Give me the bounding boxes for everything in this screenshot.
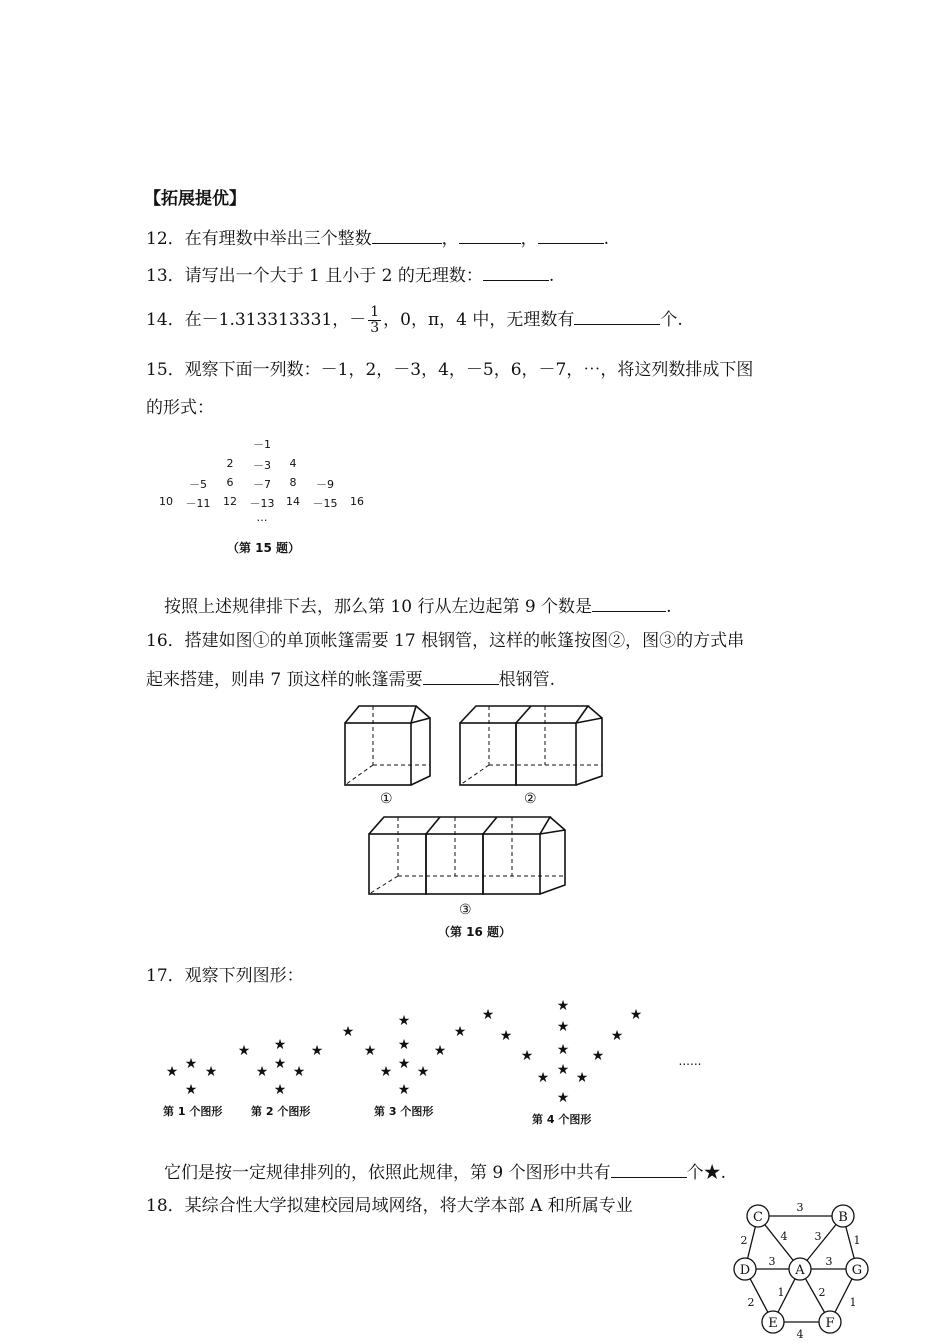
tri-cell: －7 — [253, 478, 271, 491]
star-icon: ★ — [379, 1064, 393, 1080]
star-icon: ★ — [363, 1043, 377, 1059]
q15-end: . — [666, 597, 672, 617]
fig-caption-4: 第 4 个图形 — [532, 1113, 592, 1126]
edge-weight: 2 — [747, 1296, 755, 1309]
q14-mid: ，0，π，4 中，无理数有 — [383, 310, 575, 330]
tri-cell: －5 — [189, 478, 207, 491]
star-icon: ★ — [556, 1062, 570, 1078]
q14-end: 个. — [660, 310, 683, 330]
star-icon: ★ — [397, 1013, 411, 1029]
star-icon: ★ — [273, 1037, 287, 1053]
q14-prefix: 14．在－1.313313331，－ — [146, 310, 367, 330]
node-label-d: D — [739, 1263, 751, 1278]
tent-label-1: ① — [380, 791, 393, 807]
star-icon: ★ — [433, 1043, 447, 1059]
tri-cell: －15 — [312, 497, 338, 510]
tri-cell: 10 — [159, 495, 173, 508]
edge-weight: 3 — [796, 1201, 804, 1214]
edge-weight: 4 — [796, 1328, 804, 1341]
star-icon: ★ — [610, 1028, 624, 1044]
star-icon: ★ — [499, 1028, 513, 1044]
edge-weight: 3 — [825, 1255, 833, 1268]
fig-caption-3: 第 3 个图形 — [374, 1105, 434, 1118]
star-icon: ★ — [416, 1064, 430, 1080]
question-18: 18．某综合性大学拟建校园局域网络，将大学本部 A 和所属专业 — [146, 1196, 633, 1216]
question-17: 17．观察下列图形： — [146, 966, 304, 986]
q16-line2-a: 起来搭建，则串 7 顶这样的帐篷需要 — [146, 670, 423, 690]
star-icon: ★ — [255, 1064, 269, 1080]
star-icon: ★ — [453, 1024, 467, 1040]
tri-cell: －13 — [249, 497, 275, 510]
star-icon: ★ — [556, 1090, 570, 1106]
tri-cell: 2 — [226, 457, 234, 470]
node-label-b: B — [838, 1210, 848, 1225]
star-icon: ★ — [629, 1007, 643, 1023]
node-label-g: G — [851, 1263, 863, 1278]
q16-line2-b: 根钢管. — [498, 670, 556, 690]
tri-cell: 12 — [223, 495, 237, 508]
star-icon: ★ — [204, 1064, 218, 1080]
tri-dots: … — [256, 511, 268, 524]
tri-cell: －1 — [253, 438, 271, 451]
q13-end: . — [548, 266, 555, 286]
star-icon: ★ — [184, 1056, 198, 1072]
question-16-line1: 16．搭建如图①的单顶帐篷需要 17 根钢管，这样的帐篷按图②，图③的方式串 — [146, 631, 745, 651]
tri-cell: －9 — [316, 478, 334, 491]
ellipsis: ...... — [678, 1054, 702, 1068]
q14-frac-den: 3 — [370, 320, 380, 336]
star-icon: ★ — [341, 1024, 355, 1040]
star-icon: ★ — [397, 1037, 411, 1053]
q14-frac-num: 1 — [370, 304, 380, 321]
tent-label-3: ③ — [459, 902, 472, 918]
edge-weight: 2 — [818, 1286, 826, 1299]
tri-cell: 6 — [226, 476, 234, 489]
tri-cell: －11 — [185, 497, 211, 510]
tent-label-2: ② — [524, 791, 537, 807]
star-icon: ★ — [556, 998, 570, 1014]
node-label-f: F — [825, 1316, 835, 1331]
q15-caption: （第 15 题） — [227, 541, 301, 555]
q12-end: . — [603, 229, 610, 249]
star-icon: ★ — [273, 1056, 287, 1072]
section-title: 【拓展提优】 — [144, 189, 246, 209]
q16-caption: （第 16 题） — [438, 925, 512, 939]
tri-cell: 4 — [289, 457, 297, 470]
q12-sep: ， — [520, 229, 538, 249]
node-label-c: C — [753, 1210, 763, 1225]
edge-weight: 3 — [814, 1230, 822, 1243]
edge-weight: 3 — [768, 1255, 776, 1268]
star-icon: ★ — [310, 1043, 324, 1059]
q15-question: 按照上述规律排下去，那么第 10 行从左边起第 9 个数是 — [164, 597, 593, 617]
tri-cell: 14 — [286, 495, 300, 508]
question-15-line1: 15．观察下面一列数：－1，2，－3，4，－5，6，－7，⋯，将这列数排成下图 — [146, 360, 754, 380]
q12-sep: ， — [441, 229, 459, 249]
star-icon: ★ — [184, 1082, 198, 1098]
edge-weight: 1 — [777, 1286, 785, 1299]
edge-weight: 1 — [853, 1234, 861, 1247]
question-15-line2: 的形式： — [146, 398, 214, 418]
tri-cell: －3 — [253, 459, 271, 472]
fig-caption-2: 第 2 个图形 — [251, 1105, 311, 1118]
star-icon: ★ — [536, 1070, 550, 1086]
star-icon: ★ — [575, 1070, 589, 1086]
node-label-a: A — [795, 1263, 805, 1278]
q17-question-a: 它们是按一定规律排列的，依照此规律，第 9 个图形中共有 — [164, 1163, 611, 1183]
edge-weight: 4 — [780, 1230, 788, 1243]
star-icon: ★ — [237, 1043, 251, 1059]
star-icon: ★ — [273, 1082, 287, 1098]
fig-caption-1: 第 1 个图形 — [163, 1105, 223, 1118]
star-icon: ★ — [591, 1048, 605, 1064]
star-icon: ★ — [520, 1048, 534, 1064]
node-label-e: E — [768, 1316, 778, 1331]
star-icon: ★ — [165, 1064, 179, 1080]
q17-question-b: 个★. — [686, 1163, 727, 1183]
q12-text: 12．在有理数中举出三个整数 — [146, 229, 372, 249]
q13-text: 13．请写出一个大于 1 且小于 2 的无理数： — [146, 266, 483, 286]
star-icon: ★ — [397, 1056, 411, 1072]
star-icon: ★ — [556, 1019, 570, 1035]
star-icon: ★ — [292, 1064, 306, 1080]
star-icon: ★ — [556, 1042, 570, 1058]
star-icon: ★ — [397, 1082, 411, 1098]
tri-cell: 16 — [350, 495, 364, 508]
edge-weight: 2 — [740, 1234, 748, 1247]
edge-weight: 1 — [849, 1296, 857, 1309]
star-icon: ★ — [481, 1007, 495, 1023]
tri-cell: 8 — [289, 476, 297, 489]
